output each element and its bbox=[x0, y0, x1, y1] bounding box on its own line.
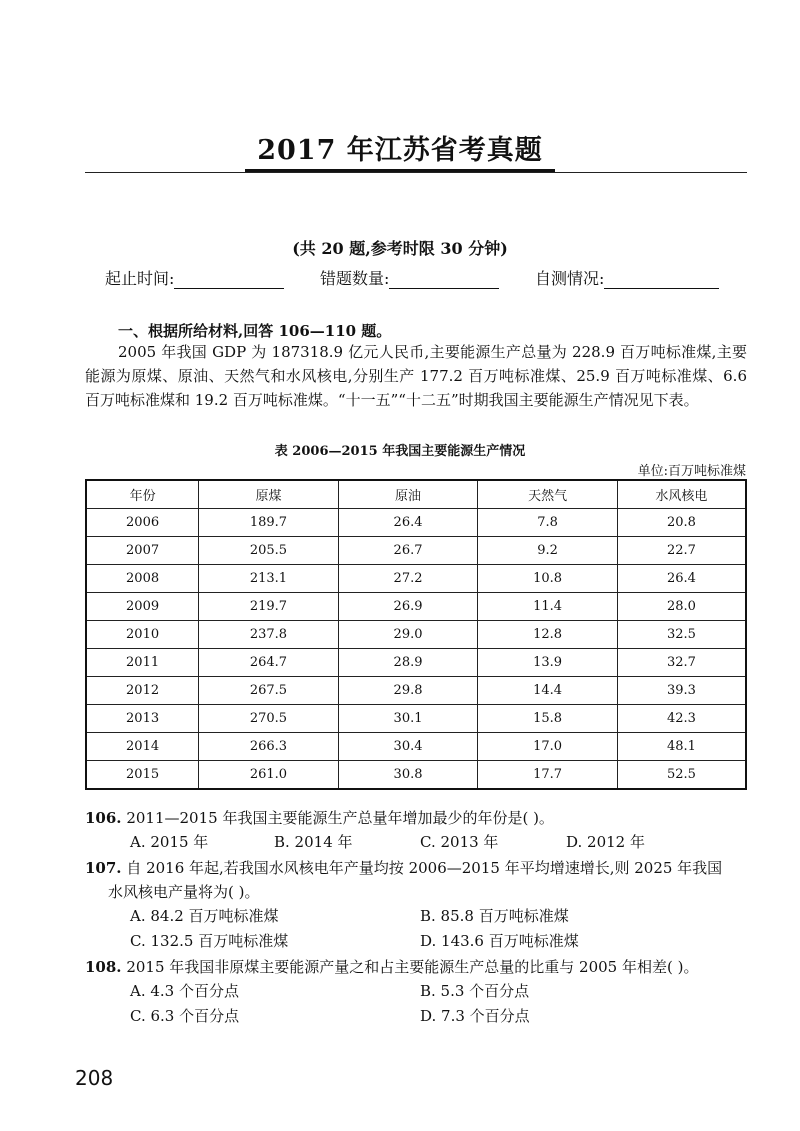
cell-coal: 189.7 bbox=[199, 509, 339, 537]
cell-year: 2008 bbox=[86, 565, 199, 593]
cell-gas: 15.8 bbox=[478, 705, 618, 733]
cell-year: 2014 bbox=[86, 733, 199, 761]
cell-year: 2009 bbox=[86, 593, 199, 621]
option-d[interactable]: D. 2012 年 bbox=[566, 833, 645, 851]
blank-line bbox=[604, 272, 719, 289]
cell-gas: 13.9 bbox=[478, 649, 618, 677]
cell-oil: 26.4 bbox=[338, 509, 478, 537]
cell-oil: 30.1 bbox=[338, 705, 478, 733]
cell-oil: 26.7 bbox=[338, 537, 478, 565]
cell-oil: 27.2 bbox=[338, 565, 478, 593]
cell-gas: 11.4 bbox=[478, 593, 618, 621]
table-row bbox=[86, 761, 746, 790]
cell-hydro: 52.5 bbox=[617, 761, 746, 790]
option-b[interactable]: B. 85.8 百万吨标准煤 bbox=[420, 907, 569, 925]
cell-hydro: 42.3 bbox=[617, 705, 746, 733]
energy-production-table bbox=[85, 479, 747, 790]
cell-oil: 29.8 bbox=[338, 677, 478, 705]
blank-line bbox=[174, 272, 284, 289]
cell-gas: 17.7 bbox=[478, 761, 618, 790]
cell-hydro: 22.7 bbox=[617, 537, 746, 565]
cell-gas: 9.2 bbox=[478, 537, 618, 565]
question-text: 自 2016 年起,若我国水风核电年产量均按 2006—2015 年平均增速增长,则 2025 年我国 bbox=[126, 859, 723, 877]
option-b[interactable]: B. 2014 年 bbox=[274, 833, 353, 851]
table-row bbox=[86, 705, 746, 733]
question-107-continued: 水风核电产量将为( )。 bbox=[108, 883, 260, 901]
option-b[interactable]: B. 5.3 个百分点 bbox=[420, 982, 530, 1000]
cell-gas: 12.8 bbox=[478, 621, 618, 649]
table-row bbox=[86, 537, 746, 565]
wrong-count-field[interactable] bbox=[320, 266, 499, 289]
cell-hydro: 26.4 bbox=[617, 565, 746, 593]
cell-coal: 270.5 bbox=[199, 705, 339, 733]
cell-oil: 30.4 bbox=[338, 733, 478, 761]
title-rule-thick bbox=[245, 169, 555, 172]
cell-oil: 29.0 bbox=[338, 621, 478, 649]
cell-coal: 237.8 bbox=[199, 621, 339, 649]
page-number: 208 bbox=[75, 1066, 114, 1090]
cell-hydro: 28.0 bbox=[617, 593, 746, 621]
cell-year: 2011 bbox=[86, 649, 199, 677]
table-row bbox=[86, 621, 746, 649]
question-number: 107. bbox=[85, 859, 122, 877]
cell-year: 2010 bbox=[86, 621, 199, 649]
table-row bbox=[86, 509, 746, 537]
table-title: 表 2006—2015 年我国主要能源生产情况 bbox=[274, 444, 526, 459]
cell-oil: 26.9 bbox=[338, 593, 478, 621]
cell-oil: 28.9 bbox=[338, 649, 478, 677]
cell-coal: 264.7 bbox=[199, 649, 339, 677]
cell-year: 2013 bbox=[86, 705, 199, 733]
cell-coal: 261.0 bbox=[199, 761, 339, 790]
question-108 bbox=[85, 955, 698, 979]
question-text: 2015 年我国非原煤主要能源产量之和占主要能源生产总量的比重与 2005 年相差( )。 bbox=[126, 958, 699, 976]
self-assessment-field[interactable] bbox=[535, 266, 719, 289]
question-107 bbox=[85, 856, 722, 880]
option-c[interactable]: C. 132.5 百万吨标准煤 bbox=[130, 932, 289, 950]
cell-hydro: 48.1 bbox=[617, 733, 746, 761]
field-label: 起止时间: bbox=[105, 269, 175, 288]
cell-coal: 267.5 bbox=[199, 677, 339, 705]
question-number: 106. bbox=[85, 809, 122, 827]
cell-hydro: 32.7 bbox=[617, 649, 746, 677]
cell-coal: 205.5 bbox=[199, 537, 339, 565]
table-row bbox=[86, 565, 746, 593]
cell-year: 2007 bbox=[86, 537, 199, 565]
header-hydro-wind-nuclear: 水风核电 bbox=[617, 480, 746, 509]
field-label: 错题数量: bbox=[320, 269, 390, 288]
cell-year: 2015 bbox=[86, 761, 199, 790]
field-label: 自测情况: bbox=[535, 269, 605, 288]
option-a[interactable]: A. 2015 年 bbox=[130, 833, 209, 851]
header-year: 年份 bbox=[86, 480, 199, 509]
start-end-time-field[interactable] bbox=[105, 266, 284, 289]
cell-year: 2006 bbox=[86, 509, 199, 537]
option-a[interactable]: A. 4.3 个百分点 bbox=[130, 982, 239, 1000]
cell-gas: 10.8 bbox=[478, 565, 618, 593]
cell-hydro: 39.3 bbox=[617, 677, 746, 705]
option-c[interactable]: C. 2013 年 bbox=[420, 833, 499, 851]
table-row bbox=[86, 649, 746, 677]
cell-coal: 219.7 bbox=[199, 593, 339, 621]
header-gas: 天然气 bbox=[478, 480, 618, 509]
cell-oil: 30.8 bbox=[338, 761, 478, 790]
table-header-row bbox=[86, 480, 746, 509]
material-paragraph: 2005 年我国 GDP 为 187318.9 亿元人民币,主要能源生产总量为 228.9 百万吨标准煤,主要能源为原煤、原油、天然气和水风核电,分别生产 177.2 百万吨标准煤、25.9 百万吨标准煤、6.6 百万吨标准煤和 19.2 百万吨标准煤。“十一五”“十二五”时期我国主要能源生产情况见下表。 bbox=[85, 343, 747, 409]
option-d[interactable]: D. 143.6 百万吨标准煤 bbox=[420, 932, 579, 950]
section-heading: 一、根据所给材料,回答 106—110 题。 bbox=[118, 322, 392, 340]
question-106 bbox=[85, 806, 554, 830]
cell-gas: 17.0 bbox=[478, 733, 618, 761]
cell-gas: 7.8 bbox=[478, 509, 618, 537]
self-test-fields bbox=[105, 266, 745, 290]
cell-gas: 14.4 bbox=[478, 677, 618, 705]
blank-line bbox=[389, 272, 499, 289]
question-number: 108. bbox=[85, 958, 122, 976]
cell-year: 2012 bbox=[86, 677, 199, 705]
table-row bbox=[86, 733, 746, 761]
exam-subtitle: (共 20 题,参考时限 30 分钟) bbox=[292, 239, 508, 258]
table-unit: 单位:百万吨标准煤 bbox=[637, 464, 746, 479]
table-row bbox=[86, 677, 746, 705]
cell-coal: 213.1 bbox=[199, 565, 339, 593]
header-oil: 原油 bbox=[338, 480, 478, 509]
header-coal: 原煤 bbox=[199, 480, 339, 509]
table-row bbox=[86, 593, 746, 621]
cell-hydro: 20.8 bbox=[617, 509, 746, 537]
option-d[interactable]: D. 7.3 个百分点 bbox=[420, 1007, 530, 1025]
cell-coal: 266.3 bbox=[199, 733, 339, 761]
option-c[interactable]: C. 6.3 个百分点 bbox=[130, 1007, 240, 1025]
title-rule-thin bbox=[85, 172, 747, 173]
page-title: 2017 年江苏省考真题 bbox=[257, 135, 543, 166]
question-text: 2011—2015 年我国主要能源生产总量年增加最少的年份是( )。 bbox=[126, 809, 554, 827]
cell-hydro: 32.5 bbox=[617, 621, 746, 649]
option-a[interactable]: A. 84.2 百万吨标准煤 bbox=[130, 907, 279, 925]
